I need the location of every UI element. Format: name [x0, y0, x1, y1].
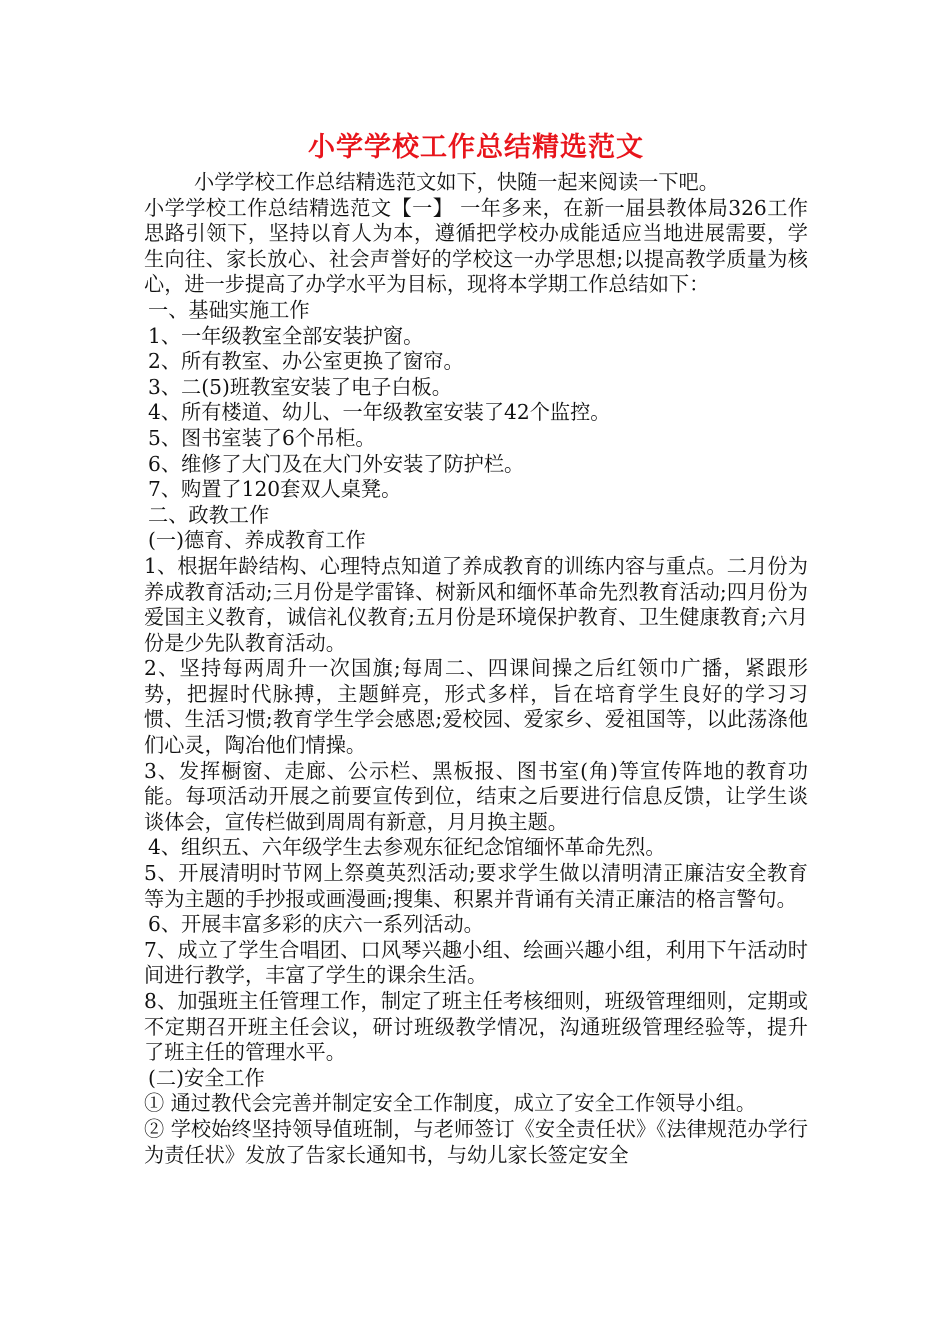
- list-item: 3、二(5)班教室安装了电子白板。: [148, 374, 452, 399]
- document-body: [144, 170, 808, 1168]
- list-item: 2、坚持每两周升一次国旗;每周二、四课间操之后红领巾广播，紧跟形势，把握时代脉搏，主题鲜亮，形式多样，旨在培育学生良好的学习习惯、生活习惯;教育学生学会感恩;爱校园、爱家乡、爱祖国等，以此荡涤他们心灵，陶冶他们情操。: [144, 656, 808, 758]
- list-item: 2、所有教室、办公室更换了窗帘。: [148, 349, 464, 374]
- list-item: 4、组织五、六年级学生去参观东征纪念馆缅怀革命先烈。: [148, 835, 666, 860]
- list-item: 8、加强班主任管理工作，制定了班主任考核细则，班级管理细则，定期或不定期召开班主任会议，研讨班级教学情况，沟通班级管理经验等，提升了班主任的管理水平。: [144, 989, 808, 1065]
- list-item: 6、维修了大门及在大门外安装了防护栏。: [148, 451, 525, 476]
- document-title: 小学学校工作总结精选范文: [308, 132, 644, 163]
- subsection-heading: (二)安全工作: [148, 1065, 265, 1090]
- intro-paragraph: 小学学校工作总结精选范文如下，快随一起来阅读一下吧。: [194, 170, 719, 194]
- list-item: ② 学校始终坚持领导值班制，与老师签订《安全责任状》《法律规范办学行为责任状》发放了告家长通知书，与幼儿家长签定安全: [144, 1116, 808, 1167]
- document-page: [144, 126, 808, 1168]
- list-item: 4、所有楼道、幼儿、一年级教室安装了42个监控。: [148, 400, 611, 425]
- subsection-heading: (一)德育、养成教育工作: [148, 528, 366, 553]
- section-heading: 二、政教工作: [148, 502, 270, 527]
- list-item: 6、开展丰富多彩的庆六一系列活动。: [148, 912, 484, 937]
- list-item: 5、开展清明时节网上祭奠英烈活动;要求学生做以清明清正廉洁安全教育等为主题的手抄报或画漫画;搜集、积累并背诵有关清正廉洁的格言警句。: [144, 861, 808, 911]
- list-item: 1、根据年龄结构、心理特点知道了养成教育的训练内容与重点。二月份为养成教育活动;三月份是学雷锋、树新风和缅怀革命先烈教育活动;四月份为爱国主义教育，诚信礼仪教育;五月份是环境保护教育、卫生健康教育;六月份是少先队教育活动。: [144, 553, 808, 655]
- section-heading: 一、基础实施工作: [148, 297, 310, 322]
- list-item: 3、发挥橱窗、走廊、公示栏、黑板报、图书室(角)等宣传阵地的教育功能。每项活动开展之前要宣传到位，结束之后要进行信息反馈，让学生谈谈体会，宣传栏做到周周有新意，月月换主题。: [144, 758, 808, 834]
- summary-paragraph: 小学学校工作总结精选范文【一】 一年多来，在新一届县教体局326工作思路引领下，坚持以育人为本，遵循把学校办成能适应当地进展需要，学生向往、家长放心、社会声誉好的学校这一办学思想;以提高教学质量为核心，进一步提高了办学水平为目标，现将本学期工作总结如下：: [144, 195, 808, 297]
- list-item: 5、图书室装了6个吊柜。: [148, 425, 376, 450]
- list-item: ① 通过教代会完善并制定安全工作制度，成立了安全工作领导小组。: [144, 1091, 757, 1116]
- list-item: 7、购置了120套双人桌凳。: [148, 477, 402, 502]
- list-item: 7、成立了学生合唱团、口风琴兴趣小组、绘画兴趣小组，利用下午活动时间进行教学，丰富了学生的课余生活。: [144, 937, 808, 988]
- list-item: 1、一年级教室全部安装护窗。: [148, 323, 424, 348]
